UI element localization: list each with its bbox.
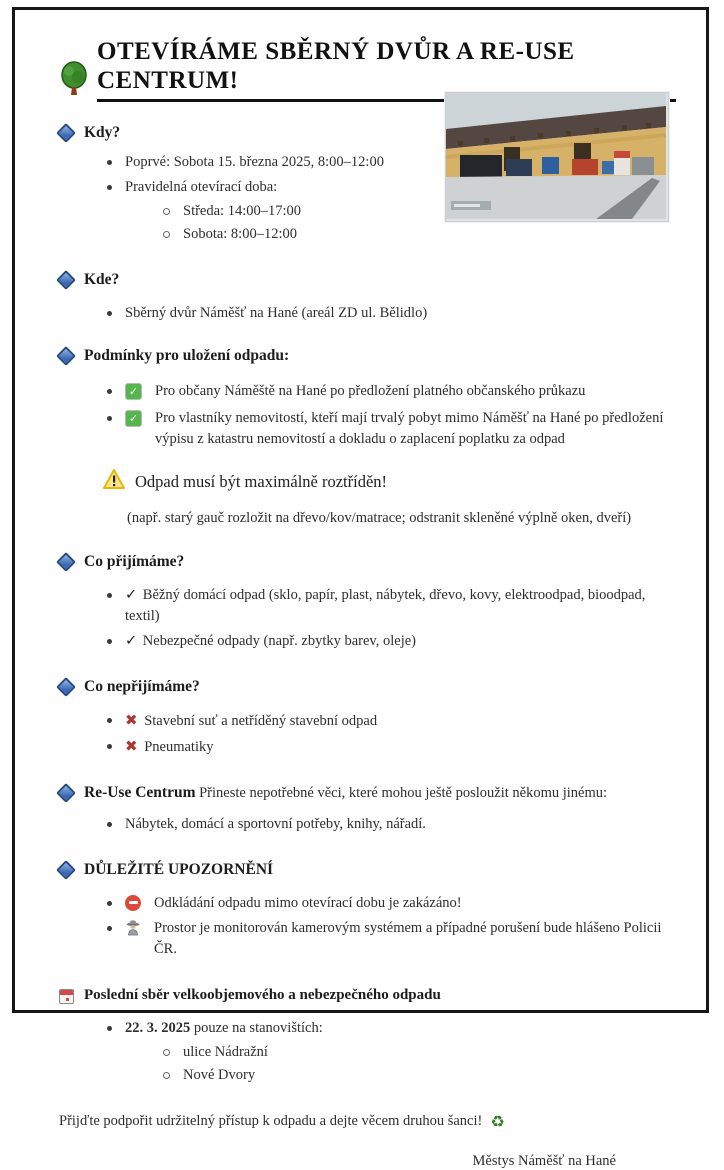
recycle-icon: ♻	[490, 1112, 505, 1132]
section-diamond-icon	[56, 860, 76, 880]
section-diamond-icon	[56, 552, 76, 572]
section-heading: Co přijímáme?	[84, 553, 185, 571]
item-label: Pneumatiky	[144, 739, 214, 756]
list-item	[107, 303, 676, 324]
warning-note: (např. starý gauč rozložit na dřevo/kov/matrace; odstranit skleněné výplně oken, dveří)	[127, 510, 632, 527]
item-label: Nebezpečné odpady (např. zbytky barev, oleje)	[142, 633, 417, 650]
section-diamond-icon	[56, 346, 76, 366]
section-neprijimame	[59, 678, 676, 696]
bullet-dot	[107, 822, 112, 827]
document-content	[15, 10, 706, 1170]
upozorneni-list	[59, 893, 676, 960]
posledni-sber-list	[59, 1018, 676, 1086]
bullet-text	[125, 585, 676, 626]
list-item	[107, 1018, 676, 1039]
bullet-dot	[107, 901, 112, 906]
section-diamond-icon	[56, 783, 76, 803]
bullet-text: Nábytek, domácí a sportovní potřeby, knihy, nářadí.	[125, 816, 426, 833]
podminky-list	[59, 381, 676, 449]
check-icon: ✓	[125, 587, 138, 604]
list-subitem	[163, 1065, 676, 1086]
bullet-circle	[163, 1072, 170, 1079]
footer-cta: Přijďte podpořit udržitelný přístup k odpadu a dejte věcem druhou šanci!	[59, 1113, 483, 1130]
scanned-document-page	[12, 7, 709, 1170]
bullet-text: Pro vlastníky nemovitostí, kteří mají trvalý pobyt mimo Náměšť na Hané po předložení výpisu z katastru nemovitostí a dokladu o zaplacení poplatku za odpad	[155, 409, 664, 447]
guard-icon	[125, 919, 141, 943]
footer-cta-row	[59, 1112, 676, 1131]
item-label: pouze na stanovištích:	[193, 1020, 323, 1037]
bullet-dot	[107, 160, 112, 165]
list-subitem	[163, 1042, 676, 1063]
section-heading: Kde?	[84, 270, 120, 288]
cross-icon: ✖	[125, 737, 138, 756]
list-item	[107, 814, 676, 835]
tree-icon	[59, 61, 89, 102]
check-icon: ✓	[125, 633, 138, 650]
bullet-text: Pro občany Náměště na Hané po předložení platného občanského průkazu	[155, 383, 586, 400]
bullet-text: Poprvé: Sobota 15. března 2025, 8:00–12:00	[125, 153, 384, 170]
neprijimame-list	[59, 710, 676, 758]
reuse-line	[84, 784, 607, 802]
section-heading: Co nepřijímáme?	[84, 677, 200, 695]
section-diamond-icon	[56, 677, 76, 697]
bullet-dot	[107, 926, 112, 931]
list-item	[107, 381, 676, 402]
list-item	[107, 893, 676, 914]
bullet-text: Sběrný dvůr Náměšť na Hané (areál ZD ul. Bělidlo)	[125, 304, 428, 321]
bullet-text: ulice Nádražní	[183, 1043, 268, 1060]
section-heading: Kdy?	[84, 123, 121, 141]
bullet-text: Nové Dvory	[183, 1067, 256, 1084]
section-heading: Poslední sběr velkoobjemového a nebezpečného odpadu	[84, 987, 441, 1004]
reuse-intro: Přineste nepotřebné věci, které mohou ještě posloužit někomu jinému:	[199, 785, 608, 802]
section-prijimame	[59, 553, 676, 571]
section-kde	[59, 271, 676, 289]
signature: Městys Náměšť na Hané	[472, 1153, 616, 1170]
warning-text: Odpad musí být maximálně roztříděn!	[135, 471, 388, 491]
page-title: OTEVÍRÁME SBĚRNÝ DVŮR A RE-USE CENTRUM!	[97, 38, 676, 102]
bullet-text: Prostor je monitorován kamerovým systémem a případné porušení bude hlášeno Policii ČR.	[154, 920, 662, 957]
section-diamond-icon	[56, 270, 76, 290]
section-heading: DŮLEŽITÉ UPOZORNĚNÍ	[84, 860, 274, 878]
section-reuse	[59, 784, 676, 802]
bullet-dot	[107, 639, 112, 644]
list-subitem	[163, 224, 676, 245]
item-label: Běžný domácí odpad (sklo, papír, plast, nábytek, dřevo, kovy, elektroodpad, bioodpad, textil)	[125, 587, 646, 624]
bullet-dot	[107, 389, 112, 394]
green-checkbox-icon: ✓	[125, 410, 142, 427]
bullet-dot	[107, 718, 112, 723]
prijimame-list	[59, 585, 676, 652]
list-item	[107, 408, 676, 449]
bullet-text: Odkládání odpadu mimo otevírací dobu je zakázáno!	[154, 894, 462, 911]
bullet-text	[125, 1018, 323, 1039]
bullet-dot	[107, 1026, 112, 1031]
section-heading: Re-Use Centrum	[84, 784, 196, 802]
warning-triangle-icon	[103, 469, 125, 494]
bullet-circle	[163, 1049, 170, 1056]
bullet-text: Pravidelná otevírací doba:	[125, 179, 278, 196]
bullet-dot	[107, 185, 112, 190]
bullet-dot	[107, 416, 112, 421]
no-entry-icon	[125, 895, 141, 911]
kde-list	[59, 303, 676, 324]
bullet-text: Středa: 14:00–17:00	[183, 202, 302, 219]
section-upozorneni	[59, 861, 676, 879]
calendar-icon	[59, 989, 74, 1004]
section-podminky	[59, 347, 676, 365]
list-item	[107, 585, 676, 626]
bullet-text: Sobota: 8:00–12:00	[183, 226, 297, 243]
bullet-text	[125, 710, 377, 732]
section-diamond-icon	[56, 123, 76, 143]
list-item	[107, 736, 676, 758]
item-label: Stavební suť a netříděný stavební odpad	[144, 712, 378, 729]
green-checkbox-icon: ✓	[125, 383, 142, 400]
bullet-circle	[163, 231, 170, 238]
list-item	[107, 631, 676, 652]
bullet-dot	[107, 744, 112, 749]
bullet-dot	[107, 593, 112, 598]
bullet-circle	[163, 208, 170, 215]
cross-icon: ✖	[125, 710, 138, 729]
list-item	[107, 918, 676, 959]
section-heading: Podmínky pro uložení odpadu:	[84, 347, 290, 365]
list-item	[107, 710, 676, 732]
bullet-text	[125, 736, 213, 758]
bullet-text	[125, 631, 416, 652]
reuse-list	[59, 814, 676, 835]
bullet-dot	[107, 311, 112, 316]
date-label: 22. 3. 2025	[125, 1020, 191, 1037]
site-photo	[445, 92, 669, 222]
warning-row	[103, 469, 676, 494]
section-posledni-sber	[59, 987, 676, 1004]
